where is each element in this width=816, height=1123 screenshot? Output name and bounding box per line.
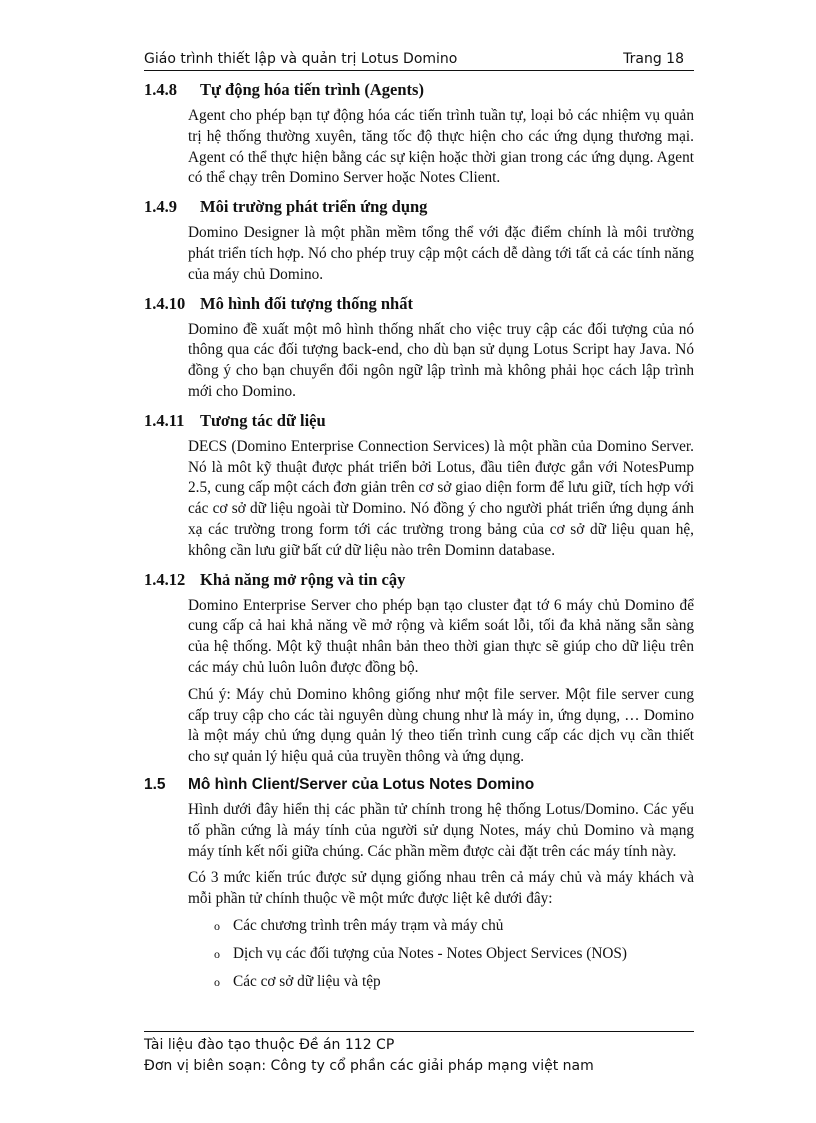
section-number: 1.4.11 — [144, 410, 185, 430]
section-title: Mô hình Client/Server của Lotus Notes Domino — [188, 775, 535, 793]
section-title: Môi trường phát triển ứng dụng — [200, 197, 428, 217]
list-item: o Các chương trình trên máy trạm và máy chủ — [214, 916, 694, 937]
section-heading-1-4-9 — [144, 195, 694, 219]
paragraph: Agent cho phép bạn tự động hóa các tiến trình tuần tự, loại bỏ các nhiệm vụ quản trị hệ thống thường xuyên, tăng tốc độ thực hiện cho các ứng dụng thương mại. Agent có thể thực hiện bằng các sự kiện hoặc thời gian trong các ứng dụng. Agent có thể chạy trên Domino Server hoặc Notes Client. — [188, 107, 694, 187]
section-number: 1.4.8 — [144, 80, 177, 99]
page-content — [144, 78, 694, 999]
header-title: Giáo trình thiết lập và quản trị Lotus Domino — [144, 51, 458, 67]
section-heading-1-4-12 — [144, 568, 694, 592]
paragraph: Có 3 mức kiến trúc được sử dụng giống nhau trên cả máy chủ và máy khách và mỗi phần tử chính thuộc về một mức được liệt kê dưới đây: — [188, 869, 694, 908]
section-number: 1.4.10 — [144, 293, 186, 313]
section-number: 1.5 — [144, 775, 166, 793]
paragraph: DECS (Domino Enterprise Connection Services) là một phần của Domino Server. Nó là môt kỹ thuật được phát triển bởi Lotus, đầu tiên được gắn với NotesPump 2.5, cung cấp một cách đơn giản trên cơ sở giao diện form để lưu giữ, tích hợp với các cơ sở dữ liệu ngoài từ Domino. Nó đồng ý cho người phát triển ứng dụng ánh xạ các trường trong form tới các trường trong bảng của cơ sở dữ liệu quan hệ, không cần lưu giữ bất cứ dữ liệu nào trên Dominn database. — [188, 437, 694, 559]
section-number: 1.4.12 — [144, 569, 186, 589]
footer-line-2: Đơn vị biên soạn: Công ty cổ phần các giải pháp mạng việt nam — [144, 1058, 594, 1074]
list-item: o Dịch vụ các đối tượng của Notes - Notes Object Services (NOS) — [214, 944, 694, 965]
paragraph: Domino Designer là một phần mềm tổng thể với đặc điểm chính là môi trường phát triển tích hợp. Nó cho phép truy cập một cách dễ dàng tới tất cả các tính năng của máy chủ Domino. — [188, 224, 694, 283]
page-header — [144, 50, 694, 70]
header-divider — [144, 70, 694, 71]
section-title: Mô hình đối tượng thống nhất — [200, 293, 413, 313]
section-heading-1-4-10 — [144, 292, 694, 316]
section-number: 1.4.9 — [144, 197, 177, 217]
bullet-list — [144, 916, 694, 992]
section-title: Tương tác dữ liệu — [200, 410, 326, 430]
circle-bullet-icon: o — [214, 946, 220, 961]
page-footer — [144, 1035, 704, 1077]
section-title: Tự động hóa tiến trình (Agents) — [200, 80, 424, 99]
paragraph: Hình dưới đây hiển thị các phần tử chính trong hệ thống Lotus/Domino. Các yếu tố phần cứng là máy tính của người sử dụng Notes, máy chủ Domino và mạng máy tính kết nối giữa chúng. Các phần mềm được cài đặt trên các máy tính này. — [188, 800, 694, 860]
footer-line-1: Tài liệu đào tạo thuộc Đề án 112 CP — [144, 1037, 395, 1053]
section-title: Khả năng mở rộng và tin cậy — [200, 569, 406, 589]
footer-divider — [144, 1031, 694, 1032]
circle-bullet-icon: o — [214, 918, 220, 933]
circle-bullet-icon: o — [214, 974, 220, 989]
section-heading-1-4-11 — [144, 409, 694, 433]
paragraph: Domino đề xuất một mô hình thống nhất cho việc truy cập các đối tượng của nó thông qua các đối tượng back-end, cho dù bạn sử dụng Lotus Script hay Java. Nó đồng ý cho bạn chuyển đổi ngôn ngữ lập trình mà không phải học cách lập trình mới cho Domino. — [188, 320, 694, 400]
note-paragraph: Chú ý: Máy chủ Domino không giống như một file server. Một file server cung cấp truy cập cho các tài nguyên dùng chung như là máy in, ứng dụng, … Domino là một máy chủ ứng dụng quản lý theo tiến trình cung cấp các dịch vụ cần thiết cho sự quản lý hiệu quả của truyền thông và ứng dụng. — [188, 685, 694, 766]
list-item: o Các cơ sở dữ liệu và tệp — [214, 972, 694, 993]
section-heading-1-5 — [144, 774, 694, 796]
page-number: Trang 18 — [623, 51, 684, 67]
section-heading-1-4-8 — [144, 78, 694, 102]
paragraph: Domino Enterprise Server cho phép bạn tạo cluster đạt tớ 6 máy chủ Domino để cung cấp cả hai khả năng về mở rộng và kiểm soát lỗi, tối đa khả năng sẵn sàng của hệ thống. Một kỹ thuật nhân bản theo thời gian thực sẽ giúp cho dữ liệu trên các máy chủ luôn luôn được đồng bộ. — [188, 596, 694, 676]
